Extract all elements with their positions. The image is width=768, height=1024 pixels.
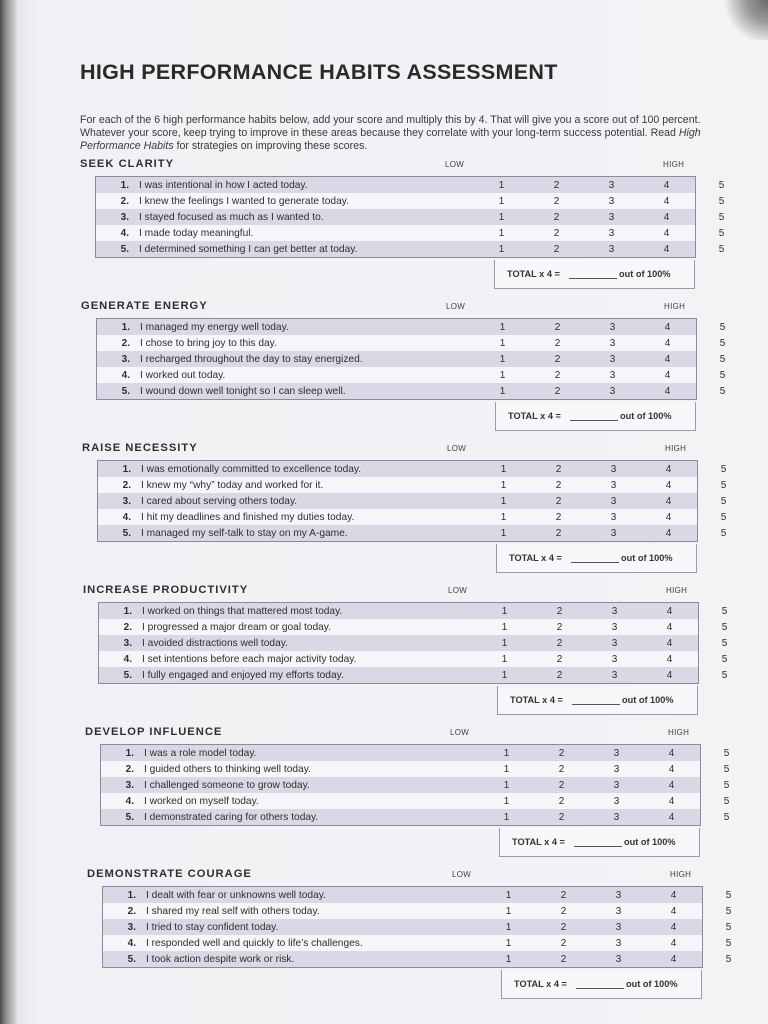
- rating-option-1[interactable]: 1: [500, 527, 507, 539]
- rating-option-2[interactable]: 2: [560, 953, 567, 965]
- rating-option-3[interactable]: 3: [610, 495, 617, 507]
- statement-number: 1.: [122, 463, 131, 475]
- rating-option-1[interactable]: 1: [503, 763, 510, 775]
- rating-option-1[interactable]: 1: [503, 779, 510, 791]
- rating-option-3[interactable]: 3: [613, 747, 620, 759]
- statement-text: I knew the feelings I wanted to generate today.: [139, 195, 349, 207]
- rating-option-3[interactable]: 3: [611, 605, 618, 617]
- total-blank-line[interactable]: [570, 411, 618, 421]
- rating-option-3[interactable]: 3: [609, 385, 616, 397]
- statement-table: [97, 460, 727, 542]
- scale-high-label: HIGH: [666, 586, 688, 595]
- statement-table: [100, 744, 730, 826]
- rating-option-3[interactable]: 3: [615, 937, 622, 949]
- statement-row: [103, 951, 732, 967]
- statement-text: I determined something I can get better at today.: [139, 243, 358, 255]
- rating-option-5[interactable]: 5: [723, 763, 730, 775]
- rating-option-4[interactable]: 4: [670, 937, 677, 949]
- statement-number: 3.: [120, 211, 129, 223]
- rating-option-3[interactable]: 3: [609, 337, 616, 349]
- rating-option-1[interactable]: 1: [501, 637, 508, 649]
- rating-option-3[interactable]: 3: [610, 463, 617, 475]
- rating-option-3[interactable]: 3: [615, 905, 622, 917]
- rating-option-5[interactable]: 5: [718, 243, 725, 255]
- statement-row: [101, 793, 730, 809]
- rating-option-2[interactable]: 2: [554, 337, 561, 349]
- statement-text: I wound down well tonight so I can sleep well.: [140, 385, 346, 397]
- statement-number: 5.: [123, 669, 132, 681]
- rating-option-3[interactable]: 3: [615, 953, 622, 965]
- statement-number: 2.: [122, 479, 131, 491]
- statement-number: 3.: [122, 495, 131, 507]
- total-label: TOTAL x 4 =: [510, 695, 563, 705]
- statement-row: [103, 919, 732, 935]
- rating-option-2[interactable]: 2: [553, 179, 560, 191]
- book-title: High Performance Habits: [80, 126, 701, 152]
- rating-option-3[interactable]: 3: [608, 179, 615, 191]
- rating-option-4[interactable]: 4: [666, 669, 673, 681]
- section-title: GENERATE ENERGY: [81, 300, 208, 312]
- statement-table: [98, 602, 728, 684]
- rating-option-5[interactable]: 5: [719, 369, 726, 381]
- statement-row: [96, 193, 725, 209]
- statement-row: [98, 525, 727, 541]
- rating-option-4[interactable]: 4: [664, 321, 671, 333]
- rating-option-1[interactable]: 1: [501, 669, 508, 681]
- total-box: [501, 970, 702, 999]
- rating-option-3[interactable]: 3: [611, 637, 618, 649]
- scale-high-label: HIGH: [663, 160, 685, 169]
- scale-low-label: LOW: [450, 728, 470, 737]
- rating-option-5[interactable]: 5: [720, 511, 727, 523]
- scale-high-label: HIGH: [668, 728, 690, 737]
- total-box: [494, 260, 695, 289]
- rating-option-5[interactable]: 5: [719, 337, 726, 349]
- total-box: [496, 544, 697, 573]
- rating-option-2[interactable]: 2: [555, 511, 562, 523]
- statement-number: 3.: [127, 921, 136, 933]
- rating-option-2[interactable]: 2: [558, 811, 565, 823]
- rating-option-2[interactable]: 2: [555, 479, 562, 491]
- total-label: TOTAL x 4 =: [508, 411, 561, 421]
- statement-text: I recharged throughout the day to stay energized.: [140, 353, 363, 365]
- rating-option-1[interactable]: 1: [499, 337, 506, 349]
- statement-text: I was emotionally committed to excellence today.: [141, 463, 362, 475]
- rating-option-1[interactable]: 1: [498, 243, 505, 255]
- rating-option-1[interactable]: 1: [498, 211, 505, 223]
- rating-option-1[interactable]: 1: [499, 369, 506, 381]
- rating-option-5[interactable]: 5: [720, 495, 727, 507]
- rating-option-1[interactable]: 1: [498, 227, 505, 239]
- rating-option-1[interactable]: 1: [503, 811, 510, 823]
- rating-option-2[interactable]: 2: [554, 385, 561, 397]
- intro-text-end: for strategies on improving these scores.: [173, 140, 368, 152]
- rating-option-5[interactable]: 5: [721, 621, 728, 633]
- rating-option-1[interactable]: 1: [505, 889, 512, 901]
- rating-option-2[interactable]: 2: [558, 747, 565, 759]
- rating-option-4[interactable]: 4: [663, 195, 670, 207]
- statement-row: [98, 493, 727, 509]
- rating-option-3[interactable]: 3: [608, 243, 615, 255]
- total-blank-line[interactable]: [574, 837, 622, 847]
- intro-paragraph: [80, 114, 710, 154]
- total-suffix: out of 100%: [626, 979, 678, 989]
- statement-number: 1.: [127, 889, 136, 901]
- statement-text: I chose to bring joy to this day.: [140, 337, 277, 349]
- rating-option-3[interactable]: 3: [608, 211, 615, 223]
- statement-row: [96, 225, 725, 241]
- statement-number: 2.: [125, 763, 134, 775]
- scale-low-label: LOW: [447, 444, 467, 453]
- section-title: SEEK CLARITY: [80, 158, 175, 170]
- total-box: [499, 828, 700, 857]
- statement-text: I progressed a major dream or goal today.: [142, 621, 331, 633]
- statement-row: [101, 809, 730, 825]
- page-title: HIGH PERFORMANCE HABITS ASSESSMENT: [80, 60, 558, 84]
- rating-option-2[interactable]: 2: [553, 227, 560, 239]
- scale-high-label: HIGH: [670, 870, 692, 879]
- rating-option-5[interactable]: 5: [719, 385, 726, 397]
- rating-option-4[interactable]: 4: [664, 369, 671, 381]
- rating-option-2[interactable]: 2: [560, 921, 567, 933]
- rating-option-4[interactable]: 4: [670, 953, 677, 965]
- statement-text: I hit my deadlines and finished my duties today.: [141, 511, 355, 523]
- rating-option-4[interactable]: 4: [666, 605, 673, 617]
- rating-option-5[interactable]: 5: [718, 195, 725, 207]
- statement-row: [103, 903, 732, 919]
- rating-option-3[interactable]: 3: [608, 195, 615, 207]
- rating-option-4[interactable]: 4: [666, 637, 673, 649]
- statement-row: [99, 651, 728, 667]
- rating-option-4[interactable]: 4: [663, 179, 670, 191]
- rating-option-4[interactable]: 4: [668, 763, 675, 775]
- rating-option-5[interactable]: 5: [721, 605, 728, 617]
- rating-option-2[interactable]: 2: [554, 353, 561, 365]
- rating-option-5[interactable]: 5: [721, 653, 728, 665]
- statement-table: [96, 318, 726, 400]
- rating-option-4[interactable]: 4: [670, 905, 677, 917]
- statement-number: 3.: [121, 353, 130, 365]
- total-suffix: out of 100%: [624, 837, 676, 847]
- statement-row: [101, 745, 730, 761]
- rating-option-3[interactable]: 3: [615, 889, 622, 901]
- statement-row: [98, 477, 727, 493]
- rating-option-2[interactable]: 2: [556, 637, 563, 649]
- total-blank-line[interactable]: [571, 553, 619, 563]
- statement-text: I was intentional in how I acted today.: [139, 179, 308, 191]
- statement-text: I worked on things that mattered most today.: [142, 605, 343, 617]
- statement-row: [97, 335, 726, 351]
- statement-text: I dealt with fear or unknowns well today.: [146, 889, 326, 901]
- rating-option-4[interactable]: 4: [668, 795, 675, 807]
- total-suffix: out of 100%: [620, 411, 672, 421]
- rating-option-4[interactable]: 4: [664, 385, 671, 397]
- statement-text: I challenged someone to grow today.: [144, 779, 310, 791]
- rating-option-1[interactable]: 1: [505, 937, 512, 949]
- statement-text: I knew my “why” today and worked for it.: [141, 479, 324, 491]
- statement-text: I managed my energy well today.: [140, 321, 289, 333]
- statement-number: 2.: [123, 621, 132, 633]
- statement-row: [96, 209, 725, 225]
- statement-number: 1.: [120, 179, 129, 191]
- rating-option-1[interactable]: 1: [498, 179, 505, 191]
- rating-option-5[interactable]: 5: [718, 227, 725, 239]
- section-title: INCREASE PRODUCTIVITY: [83, 584, 249, 596]
- total-label: TOTAL x 4 =: [507, 269, 560, 279]
- rating-option-2[interactable]: 2: [558, 779, 565, 791]
- rating-option-4[interactable]: 4: [664, 337, 671, 349]
- statement-number: 4.: [120, 227, 129, 239]
- statement-row: [97, 383, 726, 399]
- rating-option-2[interactable]: 2: [553, 243, 560, 255]
- statement-number: 1.: [121, 321, 130, 333]
- rating-option-4[interactable]: 4: [663, 243, 670, 255]
- statement-text: I responded well and quickly to life’s challenges.: [146, 937, 363, 949]
- statement-text: I was a role model today.: [144, 747, 257, 759]
- rating-option-5[interactable]: 5: [718, 211, 725, 223]
- statement-row: [101, 761, 730, 777]
- rating-option-1[interactable]: 1: [501, 621, 508, 633]
- statement-number: 5.: [122, 527, 131, 539]
- rating-option-2[interactable]: 2: [560, 937, 567, 949]
- rating-option-3[interactable]: 3: [613, 795, 620, 807]
- rating-option-4[interactable]: 4: [670, 889, 677, 901]
- rating-option-2[interactable]: 2: [558, 763, 565, 775]
- total-suffix: out of 100%: [622, 695, 674, 705]
- rating-option-3[interactable]: 3: [609, 321, 616, 333]
- rating-option-2[interactable]: 2: [560, 905, 567, 917]
- scale-high-label: HIGH: [665, 444, 687, 453]
- rating-option-5[interactable]: 5: [719, 353, 726, 365]
- statement-text: I tried to stay confident today.: [146, 921, 279, 933]
- rating-option-5[interactable]: 5: [718, 179, 725, 191]
- statement-text: I worked out today.: [140, 369, 226, 381]
- rating-option-1[interactable]: 1: [505, 921, 512, 933]
- total-suffix: out of 100%: [619, 269, 671, 279]
- rating-option-1[interactable]: 1: [499, 353, 506, 365]
- statement-text: I made today meaningful.: [139, 227, 254, 239]
- statement-row: [98, 509, 727, 525]
- statement-row: [98, 461, 727, 477]
- statement-number: 5.: [125, 811, 134, 823]
- rating-option-2[interactable]: 2: [555, 527, 562, 539]
- statement-number: 4.: [125, 795, 134, 807]
- statement-number: 4.: [122, 511, 131, 523]
- total-box: [497, 686, 698, 715]
- rating-option-5[interactable]: 5: [725, 953, 732, 965]
- rating-option-5[interactable]: 5: [721, 669, 728, 681]
- rating-option-5[interactable]: 5: [719, 321, 726, 333]
- rating-option-4[interactable]: 4: [665, 527, 672, 539]
- statement-number: 5.: [127, 953, 136, 965]
- rating-option-5[interactable]: 5: [721, 637, 728, 649]
- rating-option-1[interactable]: 1: [498, 195, 505, 207]
- rating-option-4[interactable]: 4: [663, 227, 670, 239]
- rating-option-4[interactable]: 4: [663, 211, 670, 223]
- rating-option-2[interactable]: 2: [553, 211, 560, 223]
- total-blank-line[interactable]: [569, 269, 617, 279]
- total-label: TOTAL x 4 =: [514, 979, 567, 989]
- statement-number: 1.: [123, 605, 132, 617]
- rating-option-3[interactable]: 3: [611, 621, 618, 633]
- rating-option-4[interactable]: 4: [666, 653, 673, 665]
- rating-option-1[interactable]: 1: [500, 495, 507, 507]
- section-title: DEVELOP INFLUENCE: [85, 726, 223, 738]
- statement-row: [103, 887, 732, 903]
- rating-option-4[interactable]: 4: [668, 811, 675, 823]
- rating-option-1[interactable]: 1: [499, 321, 506, 333]
- total-blank-line[interactable]: [572, 695, 620, 705]
- rating-option-3[interactable]: 3: [611, 653, 618, 665]
- rating-option-3[interactable]: 3: [613, 763, 620, 775]
- rating-option-3[interactable]: 3: [610, 511, 617, 523]
- rating-option-2[interactable]: 2: [553, 195, 560, 207]
- statement-text: I worked on myself today.: [144, 795, 259, 807]
- total-blank-line[interactable]: [576, 979, 624, 989]
- rating-option-2[interactable]: 2: [555, 495, 562, 507]
- statement-row: [101, 777, 730, 793]
- rating-option-2[interactable]: 2: [558, 795, 565, 807]
- statement-text: I set intentions before each major activity today.: [142, 653, 357, 665]
- rating-option-1[interactable]: 1: [500, 479, 507, 491]
- statement-row: [99, 603, 728, 619]
- statement-text: I cared about serving others today.: [141, 495, 298, 507]
- statement-text: I fully engaged and enjoyed my efforts today.: [142, 669, 344, 681]
- statement-row: [97, 351, 726, 367]
- rating-option-1[interactable]: 1: [500, 463, 507, 475]
- scale-low-label: LOW: [452, 870, 472, 879]
- rating-option-4[interactable]: 4: [665, 495, 672, 507]
- rating-option-5[interactable]: 5: [725, 921, 732, 933]
- rating-option-5[interactable]: 5: [725, 889, 732, 901]
- total-box: [495, 402, 696, 431]
- statement-text: I guided others to thinking well today.: [144, 763, 311, 775]
- statement-text: I stayed focused as much as I wanted to.: [139, 211, 324, 223]
- rating-option-3[interactable]: 3: [608, 227, 615, 239]
- total-suffix: out of 100%: [621, 553, 673, 563]
- rating-option-5[interactable]: 5: [725, 937, 732, 949]
- rating-option-4[interactable]: 4: [670, 921, 677, 933]
- statement-number: 2.: [127, 905, 136, 917]
- rating-option-4[interactable]: 4: [665, 463, 672, 475]
- rating-option-1[interactable]: 1: [501, 605, 508, 617]
- statement-text: I took action despite work or risk.: [146, 953, 295, 965]
- total-label: TOTAL x 4 =: [509, 553, 562, 563]
- rating-option-3[interactable]: 3: [613, 811, 620, 823]
- rating-option-2[interactable]: 2: [554, 369, 561, 381]
- rating-option-1[interactable]: 1: [505, 905, 512, 917]
- statement-number: 5.: [120, 243, 129, 255]
- rating-option-2[interactable]: 2: [556, 669, 563, 681]
- statement-number: 4.: [121, 369, 130, 381]
- rating-option-4[interactable]: 4: [665, 511, 672, 523]
- total-label: TOTAL x 4 =: [512, 837, 565, 847]
- statement-number: 3.: [123, 637, 132, 649]
- rating-option-1[interactable]: 1: [499, 385, 506, 397]
- rating-option-2[interactable]: 2: [556, 653, 563, 665]
- rating-option-5[interactable]: 5: [723, 795, 730, 807]
- statement-table: [102, 886, 732, 968]
- rating-option-3[interactable]: 3: [615, 921, 622, 933]
- statement-row: [97, 367, 726, 383]
- rating-option-1[interactable]: 1: [503, 795, 510, 807]
- rating-option-4[interactable]: 4: [665, 479, 672, 491]
- rating-option-5[interactable]: 5: [720, 463, 727, 475]
- statement-text: I avoided distractions well today.: [142, 637, 288, 649]
- statement-number: 5.: [121, 385, 130, 397]
- intro-text-start: For each of the 6 high performance habits below, add your score and multiply this by 4. That will give you a score out of 100 percent. Whatever your score, keep trying to improve in these areas because they correlate with your long-term success potential. Read: [80, 113, 701, 139]
- statement-row: [96, 177, 725, 193]
- rating-option-3[interactable]: 3: [609, 369, 616, 381]
- statement-number: 2.: [121, 337, 130, 349]
- statement-text: I shared my real self with others today.: [146, 905, 320, 917]
- rating-option-1[interactable]: 1: [505, 953, 512, 965]
- statement-number: 3.: [125, 779, 134, 791]
- rating-option-1[interactable]: 1: [503, 747, 510, 759]
- rating-option-1[interactable]: 1: [501, 653, 508, 665]
- statement-number: 2.: [120, 195, 129, 207]
- rating-option-3[interactable]: 3: [611, 669, 618, 681]
- section-title: RAISE NECESSITY: [82, 442, 198, 454]
- rating-option-3[interactable]: 3: [613, 779, 620, 791]
- statement-row: [99, 667, 728, 683]
- rating-option-4[interactable]: 4: [668, 779, 675, 791]
- scale-high-label: HIGH: [664, 302, 686, 311]
- section-title: DEMONSTRATE COURAGE: [87, 868, 252, 880]
- statement-table: [95, 176, 725, 258]
- rating-option-2[interactable]: 2: [556, 605, 563, 617]
- rating-option-5[interactable]: 5: [720, 479, 727, 491]
- statement-number: 4.: [127, 937, 136, 949]
- statement-text: I managed my self-talk to stay on my A-game.: [141, 527, 348, 539]
- rating-option-4[interactable]: 4: [666, 621, 673, 633]
- statement-number: 1.: [125, 747, 134, 759]
- rating-option-5[interactable]: 5: [720, 527, 727, 539]
- scale-low-label: LOW: [448, 586, 468, 595]
- statement-row: [96, 241, 725, 257]
- statement-row: [99, 619, 728, 635]
- rating-option-1[interactable]: 1: [500, 511, 507, 523]
- rating-option-5[interactable]: 5: [723, 811, 730, 823]
- statement-row: [97, 319, 726, 335]
- scale-low-label: LOW: [446, 302, 466, 311]
- rating-option-3[interactable]: 3: [609, 353, 616, 365]
- rating-option-2[interactable]: 2: [555, 463, 562, 475]
- statement-row: [99, 635, 728, 651]
- rating-option-3[interactable]: 3: [610, 479, 617, 491]
- rating-option-2[interactable]: 2: [554, 321, 561, 333]
- rating-option-5[interactable]: 5: [723, 779, 730, 791]
- rating-option-2[interactable]: 2: [556, 621, 563, 633]
- rating-option-4[interactable]: 4: [668, 747, 675, 759]
- rating-option-3[interactable]: 3: [610, 527, 617, 539]
- rating-option-5[interactable]: 5: [725, 905, 732, 917]
- rating-option-2[interactable]: 2: [560, 889, 567, 901]
- scale-low-label: LOW: [445, 160, 465, 169]
- rating-option-4[interactable]: 4: [664, 353, 671, 365]
- rating-option-5[interactable]: 5: [723, 747, 730, 759]
- statement-row: [103, 935, 732, 951]
- statement-number: 4.: [123, 653, 132, 665]
- statement-text: I demonstrated caring for others today.: [144, 811, 319, 823]
